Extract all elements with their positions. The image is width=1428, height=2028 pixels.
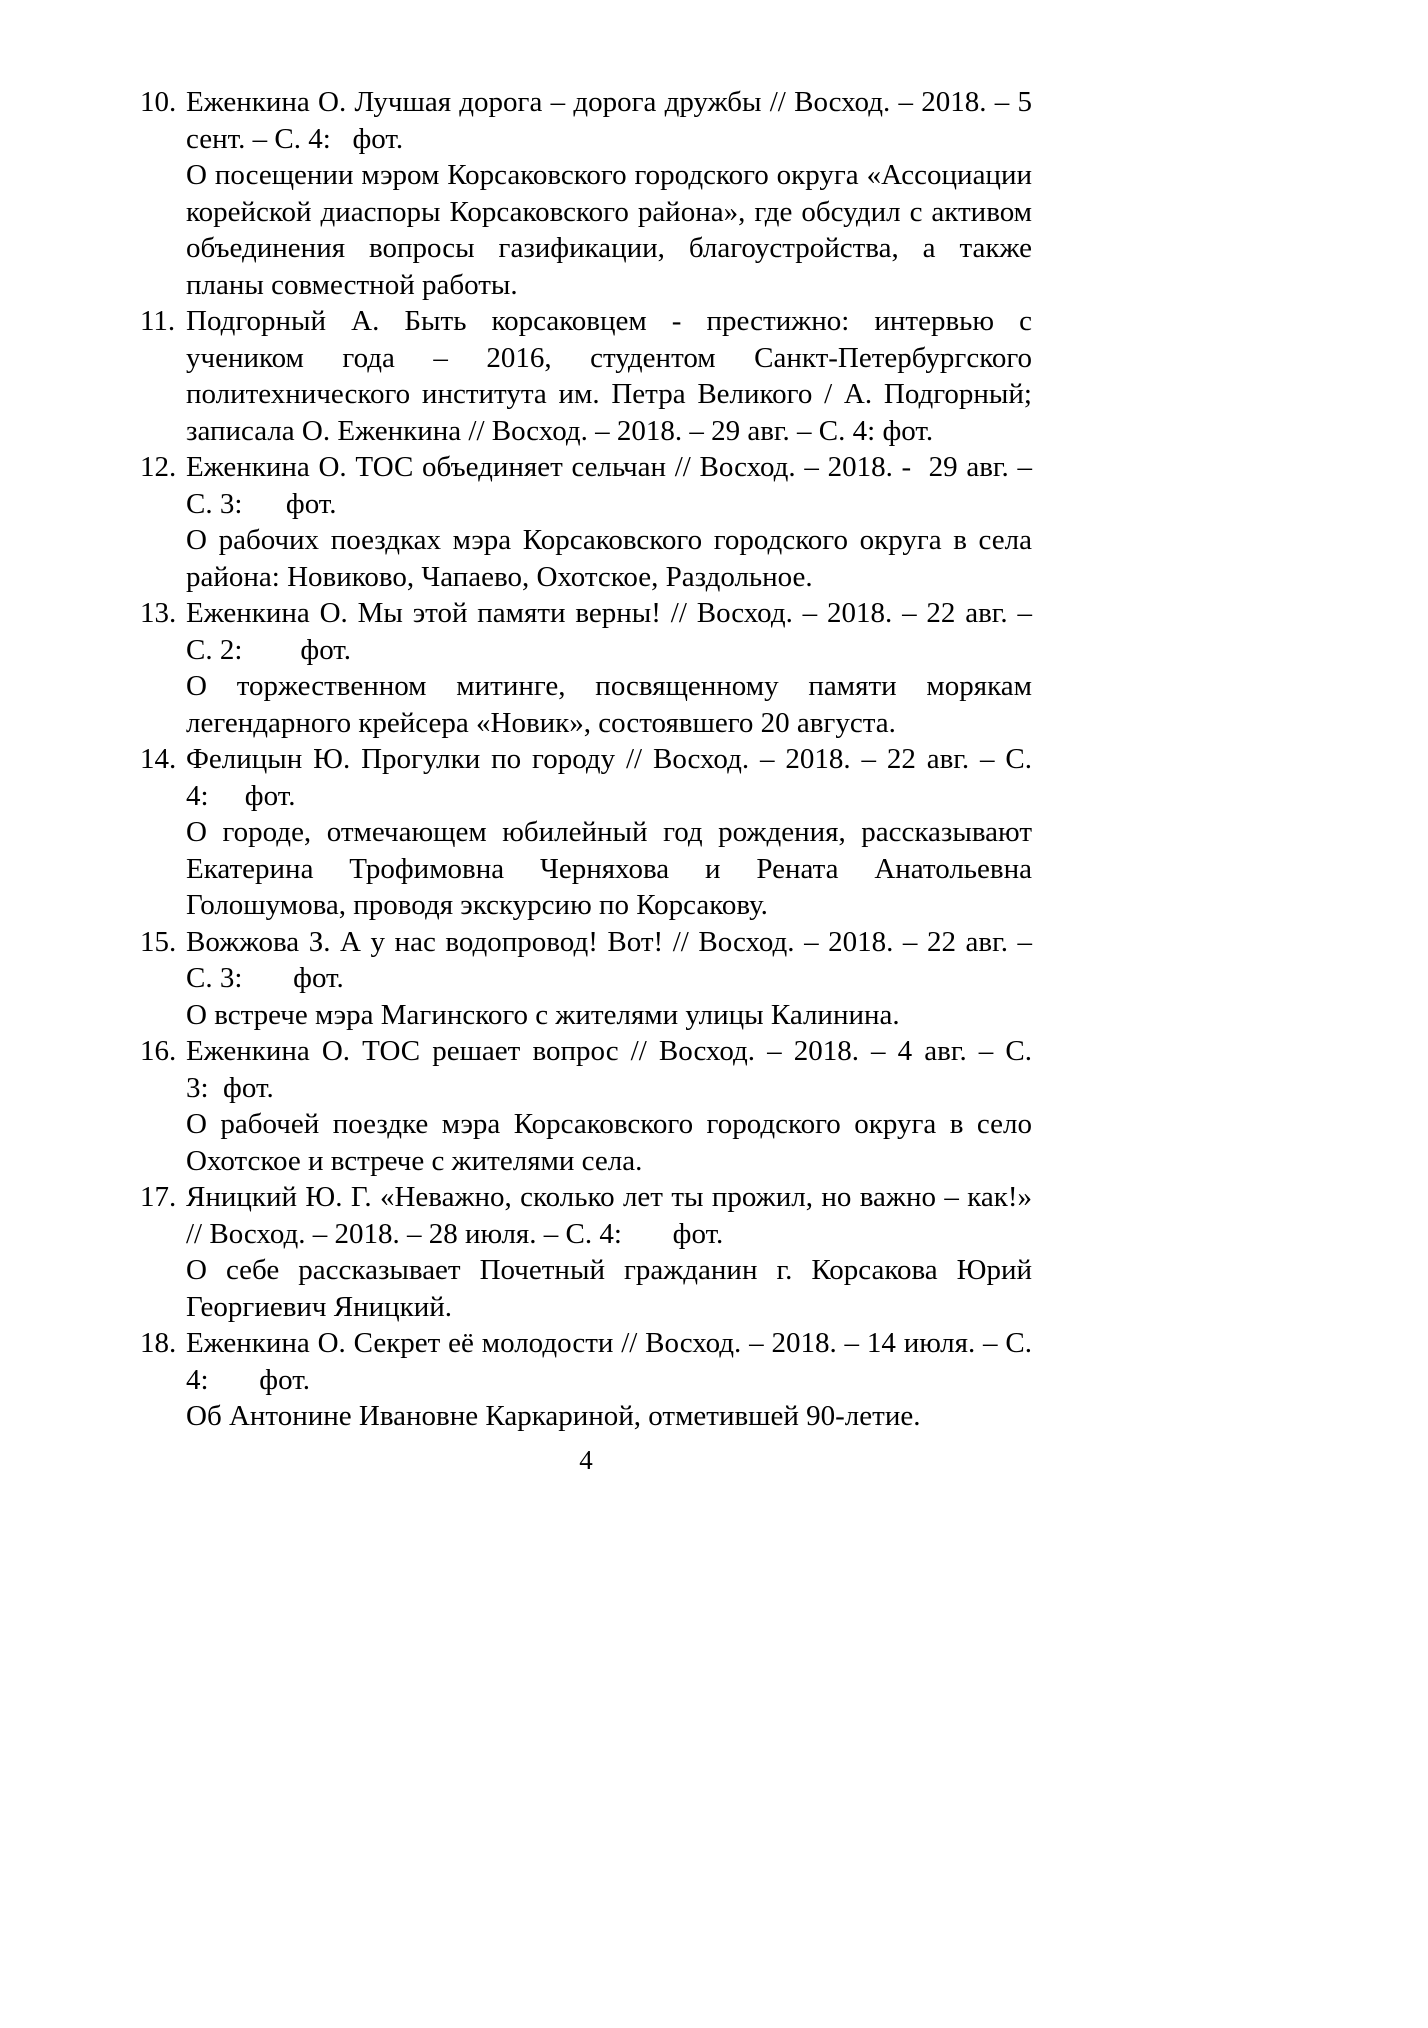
annotation: О встрече мэра Магинского с жителями улицы Калинина. bbox=[186, 998, 900, 1031]
citation bbox=[140, 1179, 1032, 1252]
entry-number: 13. bbox=[140, 597, 177, 629]
entry-number: 16. bbox=[140, 1035, 177, 1067]
citation-text: Подгорный А. Быть корсаковцем - престижно: интервью с учеником года – 2016, студентом Санкт-Петербургского политехнического института им. Петра Великого / А. Подгорный; записала О. Еженкина // Восход. – 2018. – 29 авг. – С. 4: фот. bbox=[186, 305, 1032, 447]
annotation: О рабочих поездках мэра Корсаковского городского округа в села района: Новиково, Чапаево, Охотское, Раздольное. bbox=[186, 524, 1032, 593]
citation-text: Еженкина О. Мы этой памяти верны! // Восход. – 2018. – 22 авг. – С. 2: фот. bbox=[186, 597, 1032, 666]
bibliography-entry bbox=[140, 303, 1032, 449]
citation bbox=[140, 741, 1032, 814]
citation bbox=[140, 924, 1032, 997]
entry-number: 10. bbox=[140, 86, 177, 118]
entry-number: 15. bbox=[140, 925, 177, 958]
entry-number: 11. bbox=[140, 305, 176, 337]
entry-number: 14. bbox=[140, 743, 177, 775]
bibliography-entry bbox=[140, 1325, 1032, 1435]
entry-number: 17. bbox=[140, 1181, 177, 1213]
bibliography-entry bbox=[140, 449, 1032, 595]
citation-text: Еженкина О. Секрет её молодости // Восход. – 2018. – 14 июля. – С. 4: фот. bbox=[186, 1327, 1032, 1396]
citation-text: Вожжова З. А у нас водопровод! Вот! // Восход. – 2018. – 22 авг. – С. 3: фот. bbox=[186, 925, 1032, 994]
page-number: 4 bbox=[579, 1444, 593, 1475]
citation bbox=[140, 595, 1032, 668]
citation bbox=[140, 449, 1032, 522]
bibliography-entry bbox=[140, 924, 1032, 1034]
bibliography-entry bbox=[140, 741, 1032, 924]
annotation: Об Антонине Ивановне Каркариной, отметившей 90-летие. bbox=[186, 1400, 921, 1432]
annotation: О городе, отмечающем юбилейный год рождения, рассказывают Екатерина Трофимовна Черняхова и Рената Анатольевна Голошумова, проводя экскурсию по Корсакову. bbox=[186, 816, 1032, 921]
citation-text: Еженкина О. ТОС объединяет сельчан // Восход. – 2018. - 29 авг. – С. 3: фот. bbox=[186, 451, 1032, 520]
annotation: О торжественном митинге, посвященному памяти морякам легендарного крейсера «Новик», состоявшего 20 августа. bbox=[186, 670, 1032, 739]
citation bbox=[140, 84, 1032, 157]
bibliography-entry bbox=[140, 84, 1032, 303]
bibliography-entry bbox=[140, 1179, 1032, 1325]
citation-text: Фелицын Ю. Прогулки по городу // Восход. – 2018. – 22 авг. – С. 4: фот. bbox=[186, 743, 1032, 812]
citation bbox=[140, 1033, 1032, 1106]
citation-text: Яницкий Ю. Г. «Неважно, сколько лет ты прожил, но важно – как!» // Восход. – 2018. – 28 июля. – С. 4: фот. bbox=[186, 1181, 1032, 1250]
bibliography-entry bbox=[140, 595, 1032, 741]
citation bbox=[140, 303, 1032, 449]
citation-text: Еженкина О. Лучшая дорога – дорога дружбы // Восход. – 2018. – 5 сент. – С. 4: фот. bbox=[186, 86, 1032, 155]
annotation: О рабочей поездке мэра Корсаковского городского округа в село Охотское и встрече с жителями села. bbox=[186, 1108, 1032, 1177]
citation-text: Еженкина О. ТОС решает вопрос // Восход. – 2018. – 4 авг. – С. 3: фот. bbox=[186, 1035, 1032, 1104]
citation bbox=[140, 1325, 1032, 1398]
entry-number: 12. bbox=[140, 451, 177, 483]
annotation: О себе рассказывает Почетный гражданин г. Корсакова Юрий Георгиевич Яницкий. bbox=[186, 1254, 1032, 1323]
bibliography-entry bbox=[140, 1033, 1032, 1179]
entry-number: 18. bbox=[140, 1327, 177, 1359]
annotation: О посещении мэром Корсаковского городского округа «Ассоциации корейской диаспоры Корсаковского района», где обсудил с активом объединения вопросы газификации, благоустройства, а также планы совместной работы. bbox=[186, 159, 1032, 301]
